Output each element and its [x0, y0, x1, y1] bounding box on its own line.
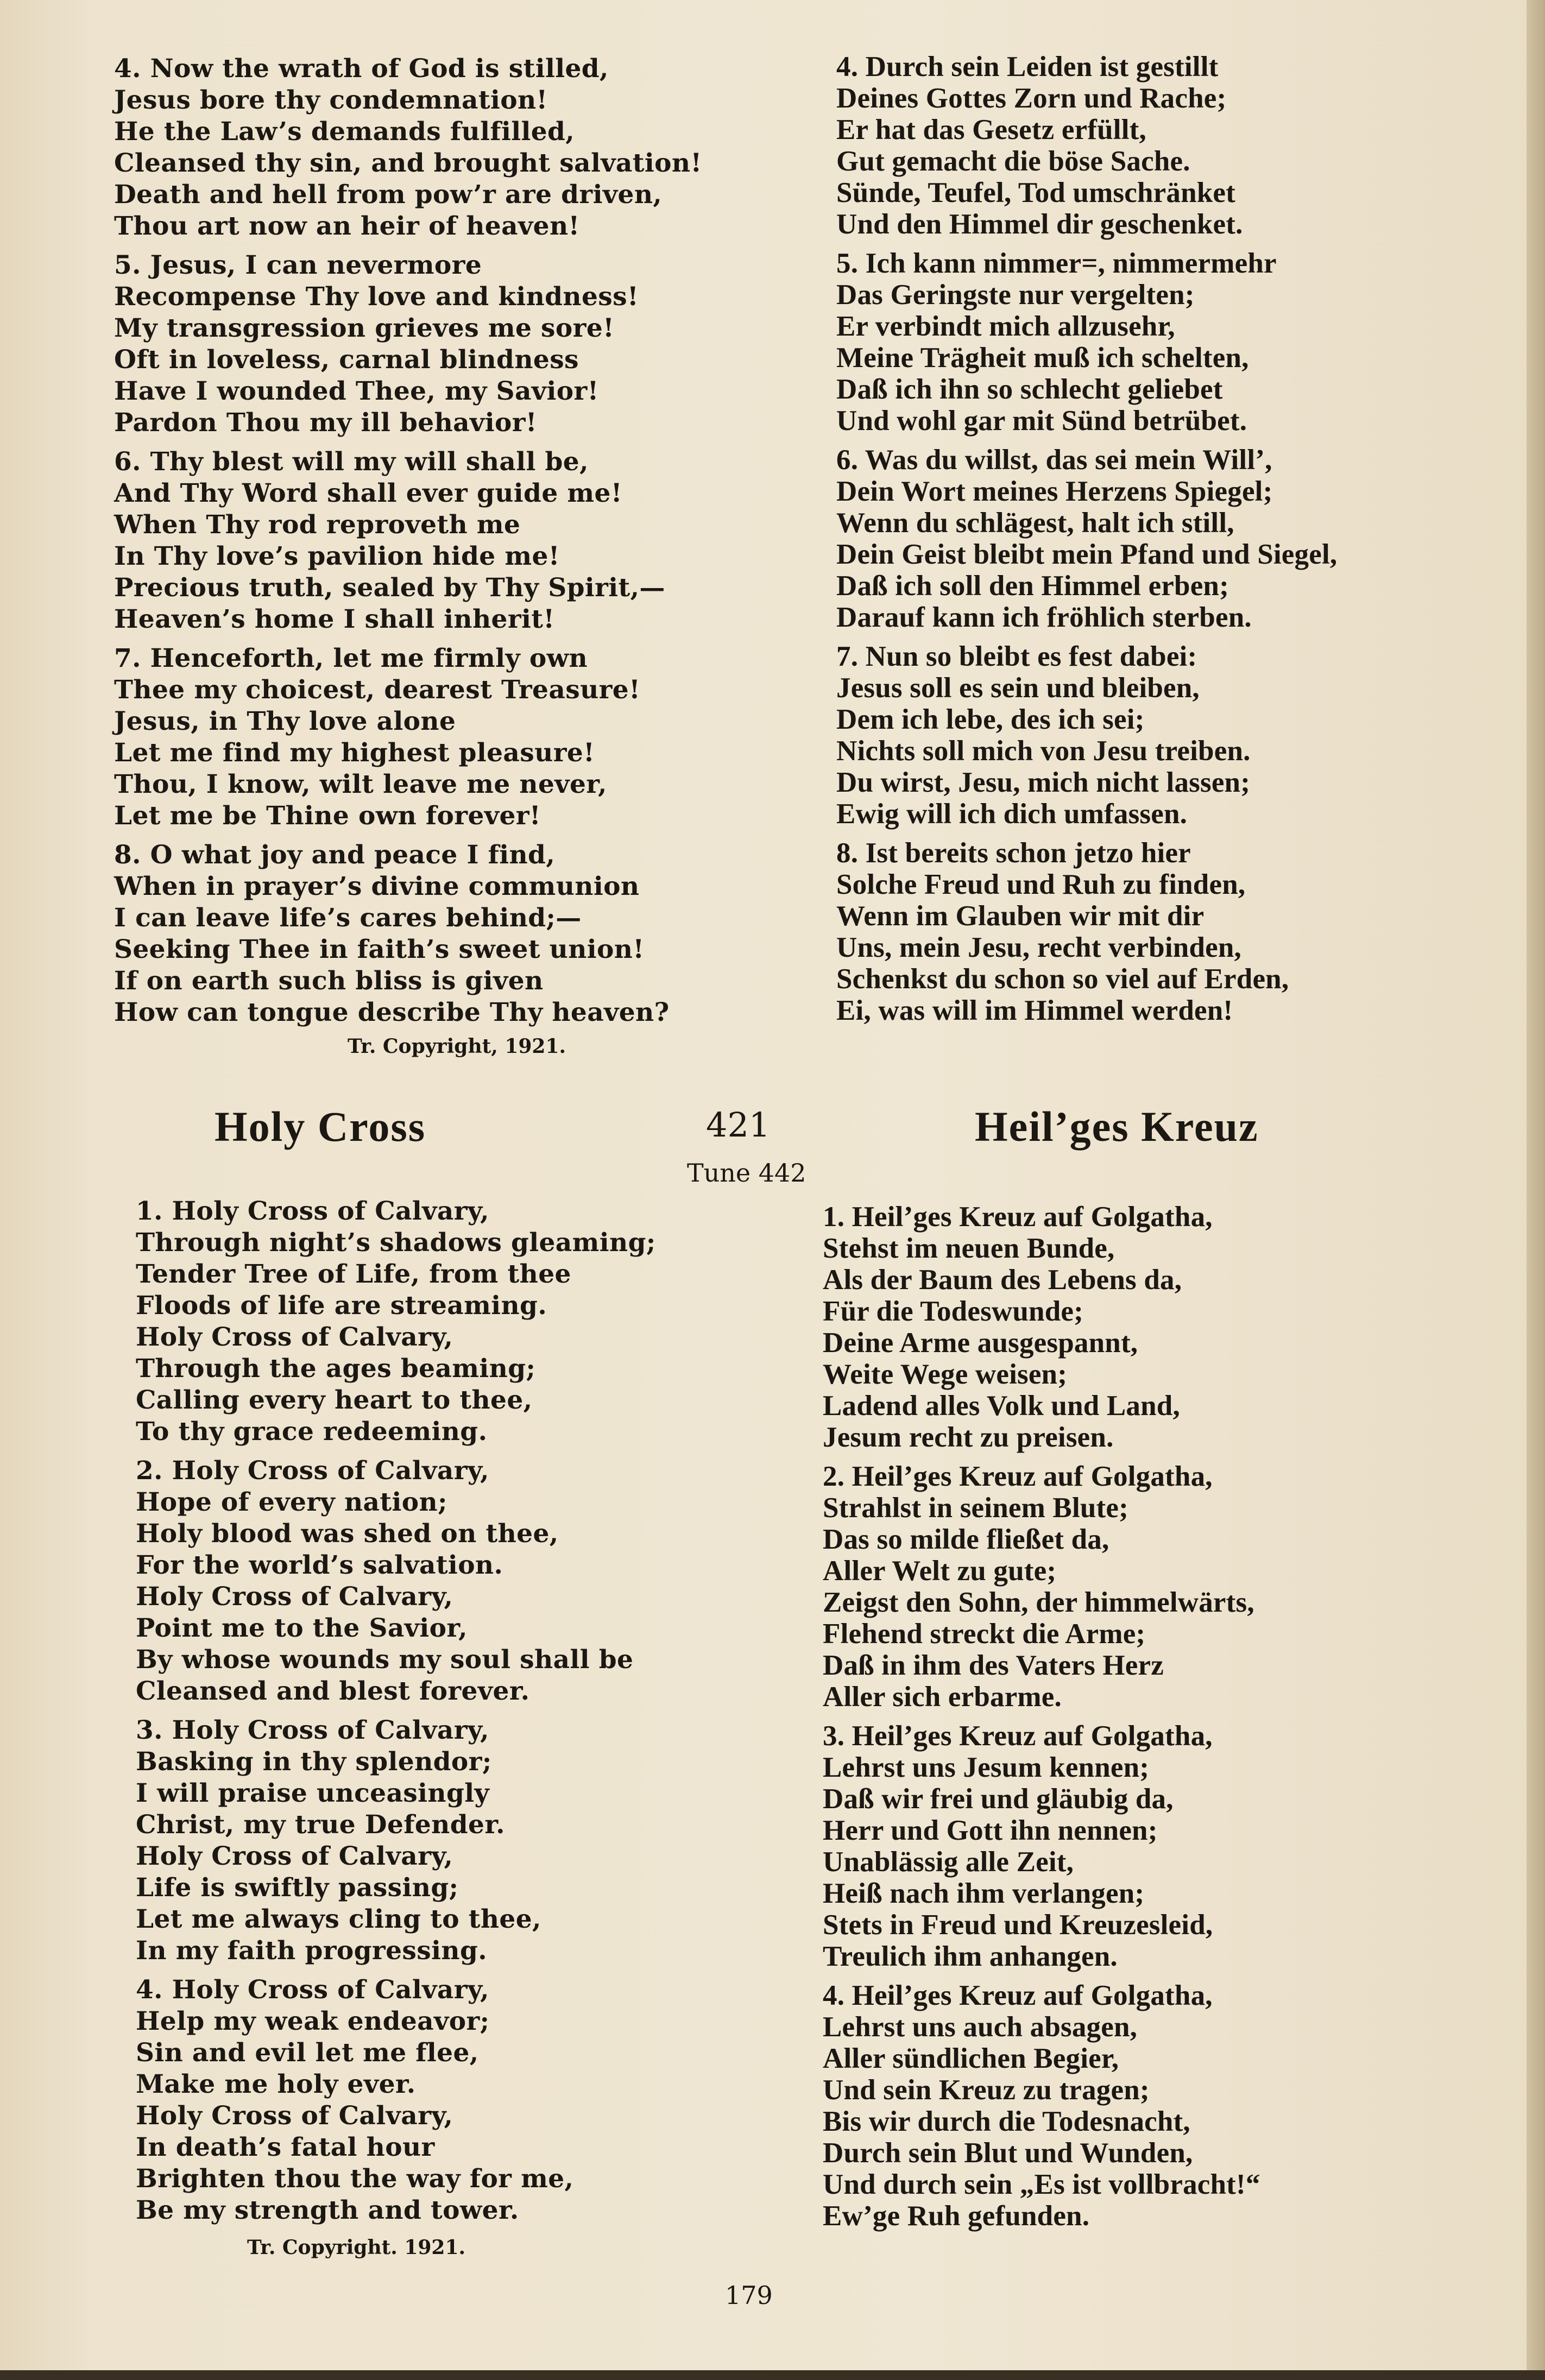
verse-line: 4. Heil’ges Kreuz auf Golgatha,	[823, 1980, 1213, 2011]
verse-line: Und sein Kreuz zu tragen;	[823, 2074, 1150, 2106]
verse	[136, 1715, 656, 1967]
verse-line: Das Geringste nur vergelten;	[836, 279, 1195, 311]
verse-line: Dein Geist bleibt mein Pfand und Siegel,	[836, 539, 1338, 570]
verse-line: Für die Todeswunde;	[823, 1296, 1083, 1327]
verse-line: Tender Tree of Life, from thee	[136, 1259, 571, 1289]
verse-line: 2. Holy Cross of Calvary,	[136, 1456, 489, 1486]
verse	[823, 1461, 1260, 1713]
verse-line: Recompense Thy love and kindness!	[114, 282, 639, 312]
verse-line: Zeigst den Sohn, der himmelwärts,	[823, 1587, 1254, 1618]
page-bottom-edge	[0, 2370, 1545, 2380]
verse-line: Durch sein Blut und Wunden,	[823, 2137, 1193, 2169]
verse	[114, 839, 702, 1028]
verse-line: Und wohl gar mit Sünd betrübet.	[836, 405, 1247, 437]
verse-line: Sünde, Teufel, Tod umschränket	[836, 177, 1236, 209]
verse-line: Seeking Thee in faith’s sweet union!	[114, 935, 645, 964]
verse-line: Holy Cross of Calvary,	[136, 1322, 453, 1352]
verse-line: Bis wir durch die Todesnacht,	[823, 2106, 1190, 2137]
verse-line: Hope of every nation;	[136, 1487, 447, 1517]
verse-line: Solche Freud und Ruh zu finden,	[836, 869, 1246, 900]
verse	[836, 248, 1337, 437]
hymn-number: 421	[706, 1105, 771, 1145]
verse-line: Let me find my highest pleasure!	[114, 738, 595, 768]
verse-line: Ei, was will im Himmel werden!	[836, 995, 1233, 1026]
verse-line: In death’s fatal hour	[136, 2132, 435, 2162]
verse	[823, 1980, 1260, 2232]
verse-line: Du wirst, Jesu, mich nicht lassen;	[836, 767, 1251, 798]
verse-line: 1. Holy Cross of Calvary,	[136, 1196, 489, 1226]
verse-line: Herr und Gott ihn nennen;	[823, 1815, 1158, 1846]
verse-line: Aller Welt zu gute;	[823, 1555, 1057, 1587]
verse-line: Have I wounded Thee, my Savior!	[114, 376, 599, 406]
verse	[136, 1974, 656, 2226]
hymn-421-english-column	[136, 1196, 656, 2234]
verse-line: Wenn du schlägest, halt ich still,	[836, 507, 1234, 539]
verse-line: Nichts soll mich von Jesu treiben.	[836, 735, 1251, 767]
verse-line: 4. Now the wrath of God is stilled,	[114, 54, 609, 84]
verse-line: 3. Heil’ges Kreuz auf Golgatha,	[823, 1720, 1213, 1752]
verse-line: Precious truth, sealed by Thy Spirit,—	[114, 573, 665, 603]
verse-line: And Thy Word shall ever guide me!	[114, 478, 622, 508]
verse-line: Lehrst uns Jesum kennen;	[823, 1752, 1150, 1783]
verse-line: Dein Wort meines Herzens Spiegel;	[836, 476, 1273, 507]
verse	[823, 1201, 1260, 1453]
verse-line: 7. Henceforth, let me firmly own	[114, 643, 588, 673]
page-number: 179	[725, 2281, 773, 2310]
verse-line: Jesus, in Thy love alone	[114, 706, 456, 736]
verse	[836, 444, 1337, 633]
verse-line: Cleansed thy sin, and brought salvation!	[114, 148, 702, 178]
verse-line: 7. Nun so bleibt es fest dabei:	[836, 641, 1197, 672]
verse-line: Stehst im neuen Bunde,	[823, 1233, 1115, 1264]
verse-line: Holy Cross of Calvary,	[136, 1841, 453, 1871]
verse-line: Jesum recht zu preisen.	[823, 1422, 1114, 1453]
verse	[136, 1455, 656, 1707]
verse-line: Meine Trägheit muß ich schelten,	[836, 342, 1249, 374]
verse-line: Jesus soll es sein und bleiben,	[836, 672, 1200, 704]
verse	[836, 641, 1337, 830]
verse-line: 4. Holy Cross of Calvary,	[136, 1975, 489, 2005]
top-hymn-english-column	[114, 53, 702, 1036]
verse-line: Through night’s shadows gleaming;	[136, 1228, 656, 1258]
verse-line: 6. Was du willst, das sei mein Will’,	[836, 444, 1272, 476]
verse-line: Christ, my true Defender.	[136, 1810, 505, 1840]
verse-line: Flehend streckt die Arme;	[823, 1618, 1146, 1650]
verse-line: Ewig will ich dich umfassen.	[836, 798, 1188, 830]
verse-line: Let me be Thine own forever!	[114, 801, 541, 831]
verse-line: Und durch sein „Es ist vollbracht!“	[823, 2169, 1260, 2200]
verse-line: Life is swiftly passing;	[136, 1873, 459, 1903]
verse-line: My transgression grieves me sore!	[114, 313, 615, 343]
verse	[114, 250, 702, 439]
verse-line: Be my strength and tower.	[136, 2195, 519, 2225]
verse-line: Als der Baum des Lebens da,	[823, 1264, 1182, 1296]
hymn-421-copyright: Tr. Copyright. 1921.	[247, 2236, 466, 2259]
verse-line: 2. Heil’ges Kreuz auf Golgatha,	[823, 1461, 1213, 1492]
verse-line: If on earth such bliss is given	[114, 966, 544, 996]
verse-line: Heiß nach ihm verlangen;	[823, 1878, 1145, 1909]
verse-line: Er verbindt mich allzusehr,	[836, 311, 1175, 342]
verse-line: Through the ages beaming;	[136, 1354, 536, 1384]
verse	[836, 837, 1337, 1026]
verse-line: By whose wounds my soul shall be	[136, 1645, 634, 1675]
verse-line: 8. Ist bereits schon jetzo hier	[836, 837, 1191, 869]
verse-line: Ew’ge Ruh gefunden.	[823, 2200, 1090, 2232]
verse-line: To thy grace redeeming.	[136, 1417, 488, 1447]
verse-line: Pardon Thou my ill behavior!	[114, 408, 537, 438]
verse-line: Sin and evil let me flee,	[136, 2038, 479, 2068]
verse-line: Daß ich ihn so schlecht geliebet	[836, 374, 1223, 405]
verse-line: 1. Heil’ges Kreuz auf Golgatha,	[823, 1201, 1213, 1233]
verse-line: Let me always cling to thee,	[136, 1904, 541, 1934]
verse-line: Dem ich lebe, des ich sei;	[836, 704, 1145, 735]
verse	[114, 53, 702, 242]
verse-line: Daß wir frei und gläubig da,	[823, 1783, 1174, 1815]
hymn-421-german-column	[823, 1201, 1260, 2239]
verse-line: Help my weak endeavor;	[136, 2006, 490, 2036]
verse-line: Brighten thou the way for me,	[136, 2164, 574, 2194]
verse-line: Er hat das Gesetz erfüllt,	[836, 114, 1146, 146]
verse-line: Schenkst du schon so viel auf Erden,	[836, 963, 1289, 995]
verse-line: Heaven’s home I shall inherit!	[114, 604, 555, 634]
verse-line: Jesus bore thy condemnation!	[114, 85, 548, 115]
verse-line: 5. Ich kann nimmer=, nimmermehr	[836, 248, 1277, 279]
verse-line: Thou art now an heir of heaven!	[114, 211, 580, 241]
verse-line: Und den Himmel dir geschenket.	[836, 209, 1243, 240]
verse-line: Holy Cross of Calvary,	[136, 2101, 453, 2131]
verse-line: 3. Holy Cross of Calvary,	[136, 1715, 489, 1745]
verse-line: Thou, I know, wilt leave me never,	[114, 769, 607, 799]
verse-line: Darauf kann ich fröhlich sterben.	[836, 602, 1252, 633]
verse	[114, 643, 702, 832]
verse-line: 5. Jesus, I can nevermore	[114, 250, 482, 280]
verse-line: In my faith progressing.	[136, 1936, 487, 1966]
hymn-title-english: Holy Cross	[215, 1103, 426, 1150]
verse-line: I can leave life’s cares behind;—	[114, 903, 582, 933]
verse-line: Unablässig alle Zeit,	[823, 1846, 1074, 1878]
verse	[114, 446, 702, 635]
verse-line: Aller sich erbarme.	[823, 1681, 1062, 1713]
tune-reference: Tune 442	[687, 1158, 806, 1188]
verse	[823, 1720, 1260, 1972]
verse-line: I will praise unceasingly	[136, 1778, 490, 1808]
verse-line: Point me to the Savior,	[136, 1613, 468, 1643]
verse-line: Cleansed and blest forever.	[136, 1676, 530, 1706]
verse-line: In Thy love’s pavilion hide me!	[114, 541, 560, 571]
verse-line: Floods of life are streaming.	[136, 1291, 547, 1321]
page-edge	[1527, 0, 1545, 2380]
verse-line: Holy Cross of Calvary,	[136, 1582, 453, 1612]
verse-line: Ladend alles Volk und Land,	[823, 1390, 1180, 1422]
verse-line: Aller sündlichen Begier,	[823, 2043, 1119, 2074]
verse-line: Stets in Freud und Kreuzesleid,	[823, 1909, 1213, 1941]
verse	[836, 51, 1337, 240]
verse-line: Weite Wege weisen;	[823, 1359, 1068, 1390]
top-hymn-copyright: Tr. Copyright, 1921.	[348, 1035, 566, 1058]
verse-line: Gut gemacht die böse Sache.	[836, 146, 1190, 177]
verse-line: 6. Thy blest will my will shall be,	[114, 447, 589, 477]
top-hymn-german-column	[836, 51, 1337, 1034]
verse-line: Deine Arme ausgespannt,	[823, 1327, 1138, 1359]
verse-line: When Thy rod reproveth me	[114, 510, 521, 540]
verse-line: When in prayer’s divine communion	[114, 872, 640, 901]
verse-line: Das so milde fließet da,	[823, 1524, 1109, 1555]
verse-line: How can tongue describe Thy heaven?	[114, 998, 670, 1027]
verse-line: Basking in thy splendor;	[136, 1747, 492, 1777]
verse-line: Wenn im Glauben wir mit dir	[836, 900, 1205, 932]
verse-line: For the world’s salvation.	[136, 1550, 503, 1580]
verse-line: Oft in loveless, carnal blindness	[114, 345, 579, 375]
verse-line: 8. O what joy and peace I find,	[114, 840, 556, 870]
verse-line: Death and hell from pow’r are driven,	[114, 180, 663, 210]
verse-line: Daß ich soll den Himmel erben;	[836, 570, 1229, 602]
verse-line: Calling every heart to thee,	[136, 1385, 533, 1415]
hymn-title-german: Heil’ges Kreuz	[975, 1103, 1259, 1150]
verse-line: Treulich ihm anhangen.	[823, 1941, 1118, 1972]
verse-line: Lehrst uns auch absagen,	[823, 2011, 1138, 2043]
verse-line: He the Law’s demands fulfilled,	[114, 117, 575, 147]
verse	[136, 1196, 656, 1448]
verse-line: Holy blood was shed on thee,	[136, 1519, 559, 1549]
verse-line: 4. Durch sein Leiden ist gestillt	[836, 51, 1219, 83]
verse-line: Deines Gottes Zorn und Rache;	[836, 83, 1227, 114]
verse-line: Daß in ihm des Vaters Herz	[823, 1650, 1164, 1681]
verse-line: Make me holy ever.	[136, 2069, 416, 2099]
verse-line: Strahlst in seinem Blute;	[823, 1492, 1128, 1524]
verse-line: Uns, mein Jesu, recht verbinden,	[836, 932, 1241, 963]
verse-line: Thee my choicest, dearest Treasure!	[114, 675, 641, 705]
